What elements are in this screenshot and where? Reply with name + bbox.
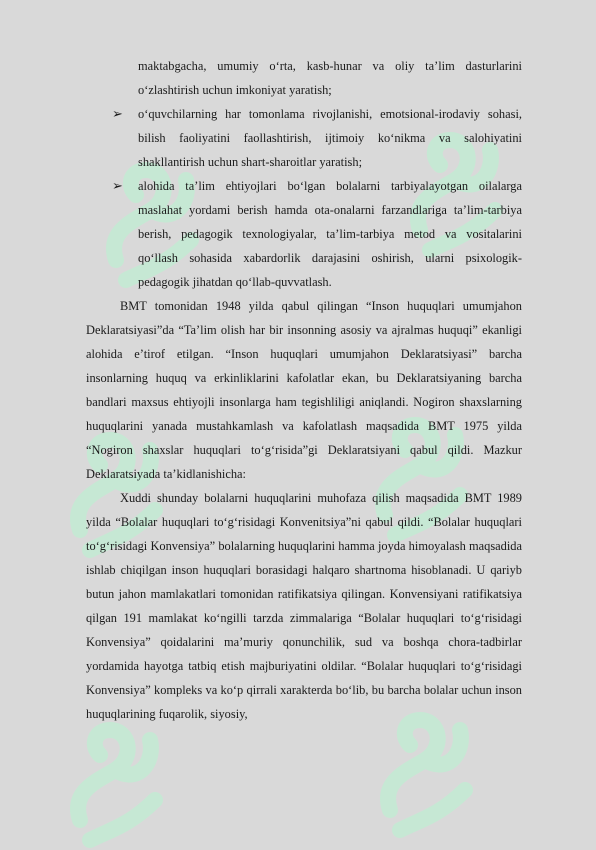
bullet-text: alohida ta’lim ehtiyojlari bo‘lgan bolalarni tarbiyalayotgan oilalarga maslahat yordami berish hamda ota-onalarni farzandlariga ta’lim-tarbiya berish, pedagogik texnologiyalar, ta’lim-tarbiya metod va vositalarini qo‘llash sohasida xabardorlik darajasini oshirish, ularni psixologik- pedagogik jihatdan qo‘llab-quvvatlash.	[138, 179, 522, 289]
paragraph: BMT tomonidan 1948 yilda qabul qilingan “Inson huquqlari umumjahon Deklaratsiyasi”da “Ta’lim olish har bir insonning asosiy va ajralmas huquqi” ekanligi alohida e’tirof etilgan. “Inson huquqlari umumjahon Deklaratsiyasi” barcha insonlarning huquq va erkinliklarini kafolatlar ekan, bu Deklaratsiyaning barcha bandlari maxsus ehtiyojli insonlarga ham tegishliligi aniqlandi. Nogiron shaxslarning huquqlarini yanada mustahkamlash va kafolatlash maqsadida BMT 1975 yilda “Nogiron shaxslar huquqlari to‘g‘risida”gi Deklaratsiyani qabul qildi. Mazkur Deklaratsiyada ta’kidlanishicha:	[86, 299, 522, 481]
document-body	[86, 54, 522, 726]
bullet-item	[86, 102, 522, 174]
bullet-text: o‘quvchilarning har tomonlama rivojlanishi, emotsional-irodaviy sohasi, bilish faoliyatini faollashtirish, ijtimoiy ko‘nikma va salohiyatini shakllantirish uchun shart-sharoitlar yaratish;	[138, 107, 522, 169]
bullet-continuation: maktabgacha, umumiy o‘rta, kasb-hunar va oliy ta’lim dasturlarini o‘zlashtirish uchun imkoniyat yaratish;	[138, 59, 522, 97]
bullet-item	[86, 174, 522, 294]
arrow-bullet-icon: ➢	[112, 106, 123, 121]
paragraph: Xuddi shunday bolalarni huquqlarini muhofaza qilish maqsadida BMT 1989 yilda “Bolalar huquqlari to‘g‘risidagi Konvenitsiya”ni qabul qildi. “Bolalar huquqlari to‘g‘risidagi Konvensiya” bolalarning huquqlarini hamma joyda himoyalash maqsadida ishlab chiqilgan inson huquqlari borasidagi halqaro shartnoma hisoblanadi. U qariyb butun jahon mamlakatlari tomonidan ratifikatsiya qilingan. Konvensiyani ratifikatsiya qilgan 191 mamlakat ko‘ngilli tarzda zimmalariga “Bolalar huquqlari to‘g‘risidagi Konvensiya” qoidalarini ma’muriy qonunchilik, sud va boshqa chora-tadbirlar yordamida hayotga tatbiq etish majburiyatini oldilar. “Bolalar huquqlari to‘g‘risidagi Konvensiya” kompleks va ko‘p qirrali xarakterda bo‘lib, bu barcha bolalar uchun inson huquqlarining fuqarolik, siyosiy,	[86, 491, 522, 721]
arrow-bullet-icon: ➢	[112, 178, 123, 193]
